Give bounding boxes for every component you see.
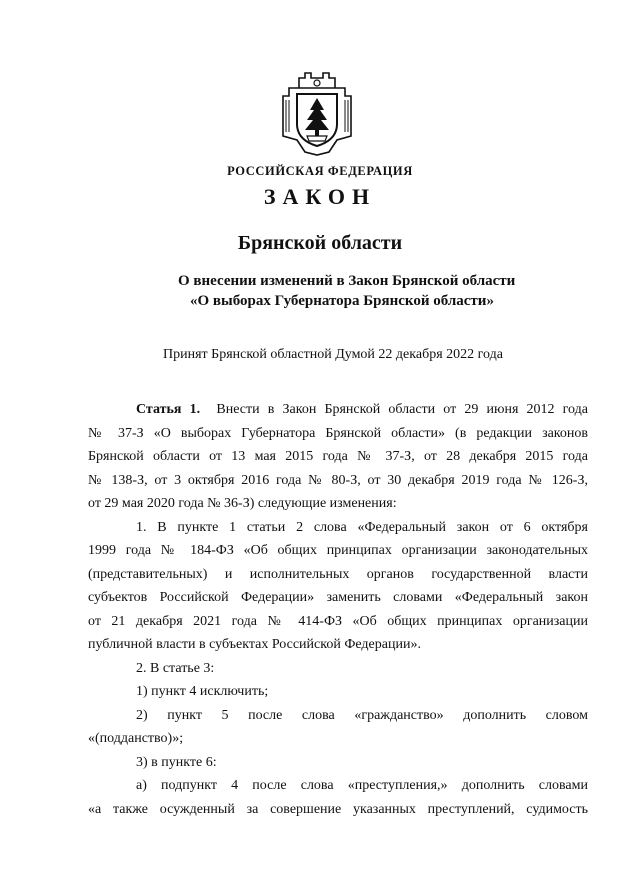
body-line: 3) в пункте 6:: [136, 754, 217, 770]
coat-of-arms-emblem: [277, 66, 357, 158]
body-line: 2) пункт 5 после слова «гражданство» дополнить словом: [136, 707, 588, 723]
law-title-line-2: «О выборах Губернатора Брянской области»: [190, 293, 494, 309]
body-line: № 37-З «О выборах Губернатора Брянской области» (в редакции законов: [88, 425, 588, 441]
body-line: 1. В пункте 1 статьи 2 слова «Федеральный закон от 6 октября: [136, 519, 588, 535]
federation-heading: РОССИЙСКАЯ ФЕДЕРАЦИЯ: [227, 164, 413, 178]
region-heading: Брянской области: [237, 232, 403, 254]
body-line: 2. В статье 3:: [136, 660, 215, 676]
article-label: Статья 1.: [136, 402, 201, 417]
body-line: Брянской области от 13 мая 2015 года № 37-З, от 28 декабря 2015 года: [88, 449, 588, 464]
body-line: публичной власти в субъектах Российской Федерации».: [88, 637, 421, 652]
law-body: [88, 398, 588, 821]
body-line: субъектов Российской Федерации» заменить словами «Федеральный закон: [88, 590, 588, 605]
body-line: [88, 398, 588, 422]
body-line: от 21 декабря 2021 года № 414-ФЗ «Об общих принципах организации: [88, 613, 588, 629]
body-line: «а также осужденный за совершение указанных преступлений, судимость: [88, 801, 588, 817]
adoption-note: Принят Брянской областной Думой 22 декабря 2022 года: [163, 347, 503, 362]
body-text: Внести в Закон Брянской области от 29 июня 2012 года: [216, 402, 588, 417]
law-title-line-1: О внесении изменений в Закон Брянской области: [178, 273, 516, 289]
body-line: 1999 года № 184-ФЗ «Об общих принципах организации законодательных: [88, 543, 588, 558]
body-line: (представительных) и исполнительных органов государственной власти: [88, 566, 588, 582]
body-line: 1) пункт 4 исключить;: [136, 684, 269, 699]
body-line: а) подпункт 4 после слова «преступления,» дополнить словами: [136, 778, 588, 793]
body-line: от 29 мая 2020 года № 36-З) следующие изменения:: [88, 496, 397, 511]
law-heading: ЗАКОН: [263, 184, 377, 209]
body-line: № 138-З, от 3 октября 2016 года № 80-З, от 30 декабря 2019 года № 126-З,: [88, 472, 588, 488]
body-line: «(подданство)»;: [88, 731, 184, 746]
